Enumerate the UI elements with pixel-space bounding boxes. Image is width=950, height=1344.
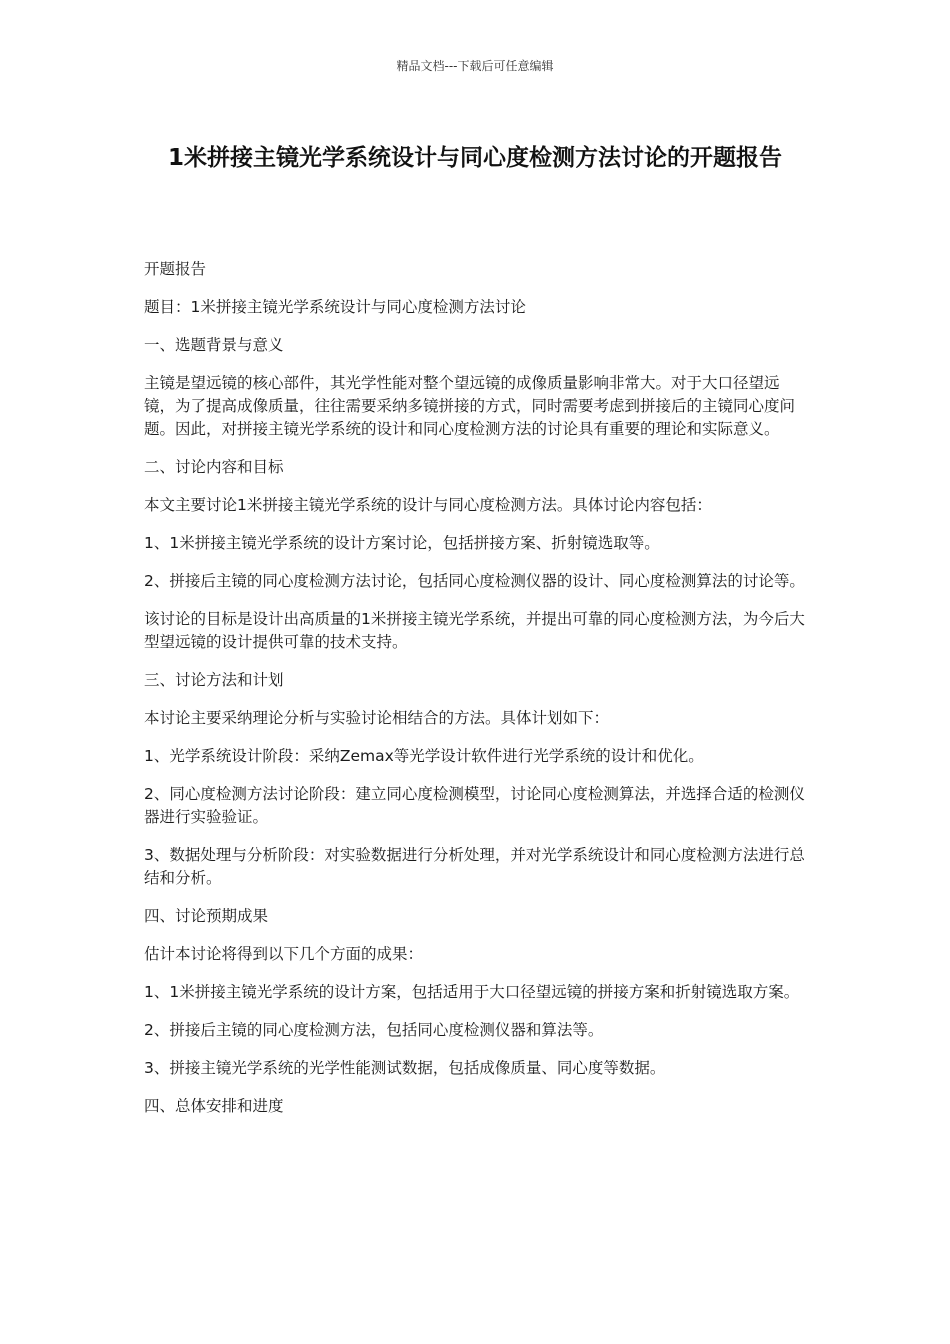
list-item-content-1: 1、1米拼接主镜光学系统的设计方案讨论，包括拼接方案、折射镜选取等。 <box>144 534 660 552</box>
page-header: 精品文档---下载后可任意编辑 <box>396 59 554 73</box>
section-heading-outcomes: 四、讨论预期成果 <box>144 907 269 925</box>
list-item-outcome-3: 3、拼接主镜光学系统的光学性能测试数据，包括成像质量、同心度等数据。 <box>144 1059 666 1077</box>
paragraph-background: 主镜是望远镜的核心部件，其光学性能对整个望远镜的成像质量影响非常大。对于大口径望远镜，为了提高成像质量，往往需要采纳多镜拼接的方式，同时需要考虑到拼接后的主镜同心度问题。因此，对拼接主镜光学系统的设计和同心度检测方法的讨论具有重要的理论和实际意义。 <box>144 374 796 438</box>
section-heading-content: 二、讨论内容和目标 <box>144 458 284 476</box>
paragraph-outcomes-intro: 估计本讨论将得到以下几个方面的成果： <box>144 945 424 963</box>
section-heading-schedule: 四、总体安排和进度 <box>144 1097 284 1115</box>
list-item-plan-1: 1、光学系统设计阶段：采纳Zemax等光学设计软件进行光学系统的设计和优化。 <box>144 747 704 765</box>
paragraph-goal: 该讨论的目标是设计出高质量的1米拼接主镜光学系统，并提出可靠的同心度检测方法，为今后大型望远镜的设计提供可靠的技术支持。 <box>144 610 805 651</box>
paragraph-content-intro: 本文主要讨论1米拼接主镜光学系统的设计与同心度检测方法。具体讨论内容包括： <box>144 496 712 514</box>
list-item-plan-3: 3、数据处理与分析阶段：对实验数据进行分析处理，并对光学系统设计和同心度检测方法进行总结和分析。 <box>144 846 805 887</box>
list-item-plan-2: 2、同心度检测方法讨论阶段：建立同心度检测模型，讨论同心度检测算法，并选择合适的检测仪器进行实验验证。 <box>144 785 805 826</box>
document-title: 1米拼接主镜光学系统设计与同心度检测方法讨论的开题报告 <box>167 145 782 171</box>
paragraph-topic: 题目：1米拼接主镜光学系统设计与同心度检测方法讨论 <box>144 298 526 316</box>
section-heading-method: 三、讨论方法和计划 <box>144 671 284 689</box>
paragraph-report-label: 开题报告 <box>144 260 207 278</box>
list-item-outcome-2: 2、拼接后主镜的同心度检测方法，包括同心度检测仪器和算法等。 <box>144 1021 604 1039</box>
section-heading-background: 一、选题背景与意义 <box>144 336 284 354</box>
document-body <box>144 258 808 1133</box>
list-item-content-2: 2、拼接后主镜的同心度检测方法讨论，包括同心度检测仪器的设计、同心度检测算法的讨论等。 <box>144 572 805 590</box>
list-item-outcome-1: 1、1米拼接主镜光学系统的设计方案，包括适用于大口径望远镜的拼接方案和折射镜选取方案。 <box>144 983 800 1001</box>
paragraph-method-intro: 本讨论主要采纳理论分析与实验讨论相结合的方法。具体计划如下： <box>144 709 610 727</box>
